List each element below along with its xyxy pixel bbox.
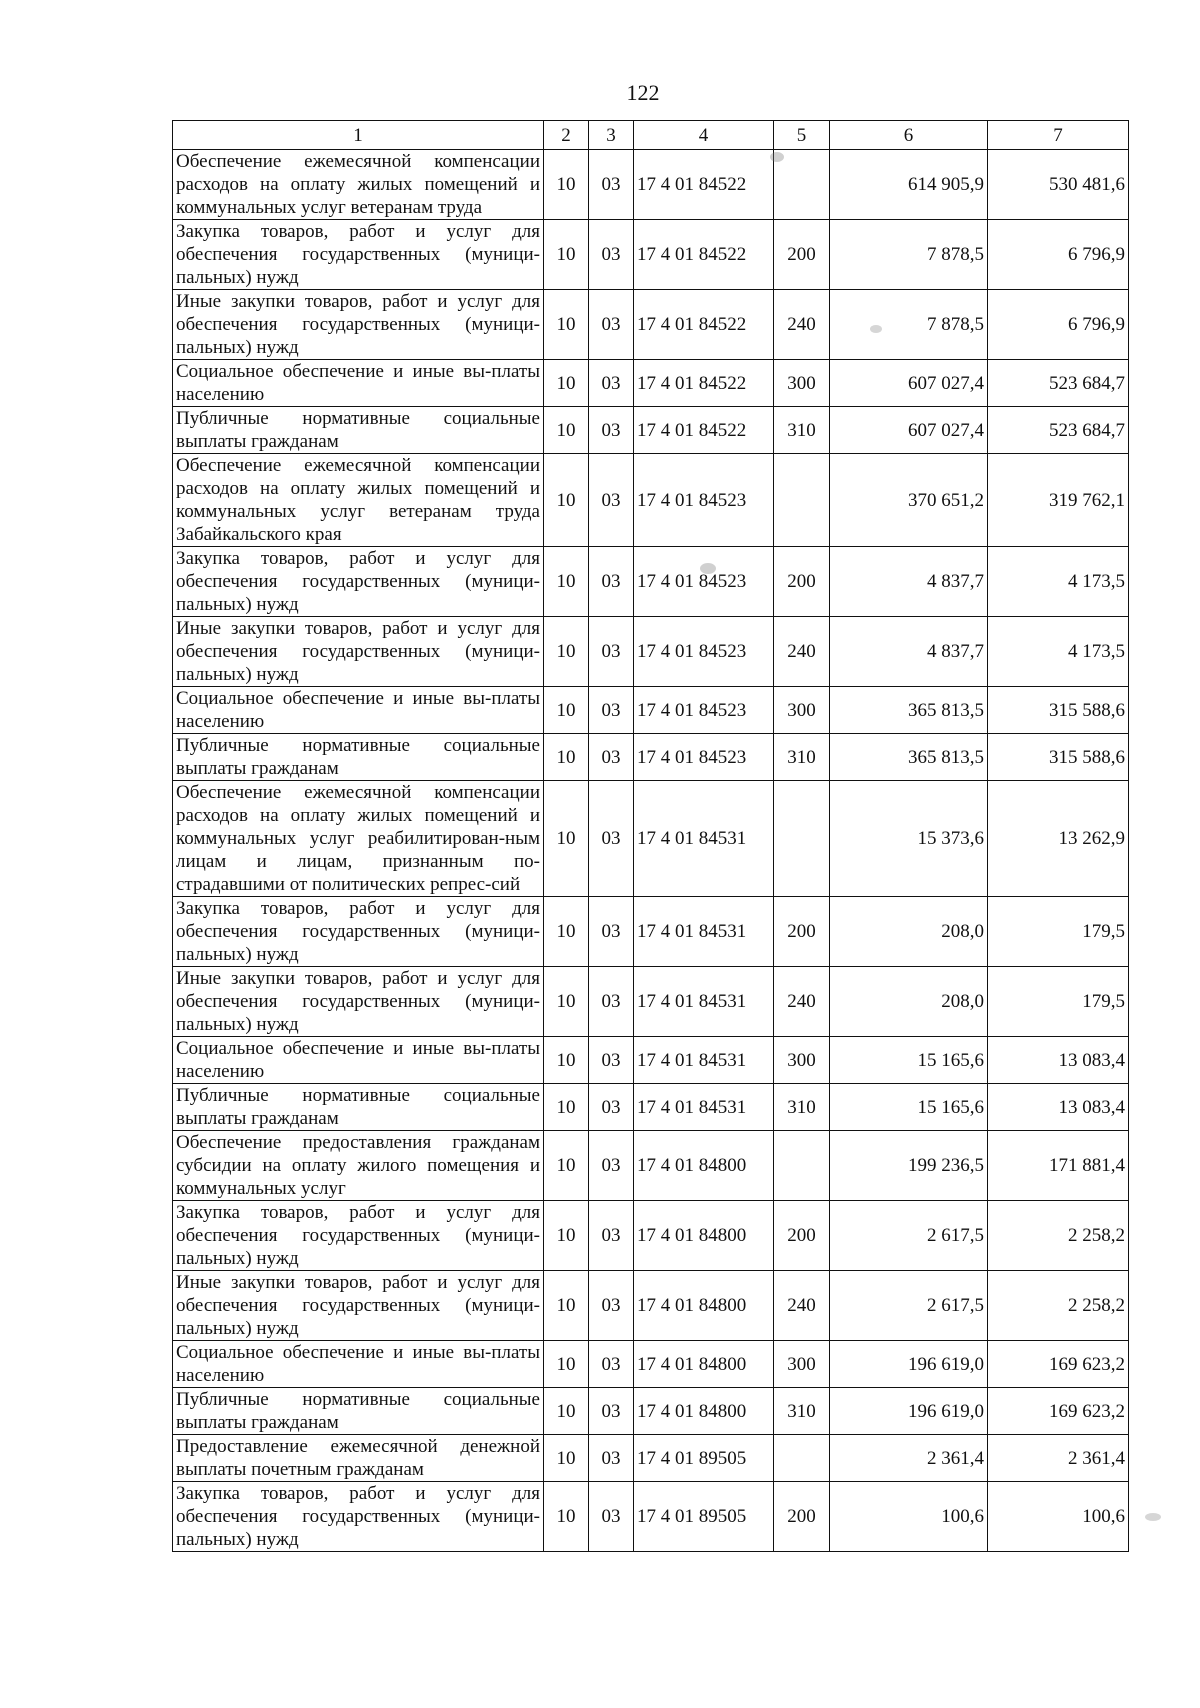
table-row — [173, 1435, 1129, 1482]
row-section: 10 — [544, 1201, 589, 1271]
row-name: Обеспечение предоставления гражданам субсидии на оплату жилого помещения и коммунальных услуг — [173, 1131, 544, 1201]
row-name: Обеспечение ежемесячной компенсации расходов на оплату жилых помещений и коммунальных услуг реабилитирован-ным лицам и лицам, признанным по-страдавшими от политических репрес-сий — [173, 781, 544, 897]
row-expense-type: 300 — [774, 360, 830, 407]
row-target-article: 17 4 01 84522 — [634, 150, 774, 220]
row-expense-type: 300 — [774, 1341, 830, 1388]
row-subsection: 03 — [589, 1131, 634, 1201]
row-expense-type — [774, 1131, 830, 1201]
row-amount-6: 7 878,5 — [830, 290, 988, 360]
row-amount-6: 365 813,5 — [830, 687, 988, 734]
row-target-article: 17 4 01 89505 — [634, 1435, 774, 1482]
row-target-article: 17 4 01 84800 — [634, 1388, 774, 1435]
row-subsection: 03 — [589, 687, 634, 734]
row-section: 10 — [544, 617, 589, 687]
row-amount-6: 2 361,4 — [830, 1435, 988, 1482]
row-subsection: 03 — [589, 150, 634, 220]
row-expense-type: 310 — [774, 1388, 830, 1435]
row-section: 10 — [544, 1271, 589, 1341]
row-amount-7: 13 262,9 — [988, 781, 1129, 897]
row-amount-6: 15 165,6 — [830, 1084, 988, 1131]
row-amount-7: 179,5 — [988, 897, 1129, 967]
table-row — [173, 734, 1129, 781]
row-name: Обеспечение ежемесячной компенсации расходов на оплату жилых помещений и коммунальных услуг ветеранам труда — [173, 150, 544, 220]
row-section: 10 — [544, 1037, 589, 1084]
row-section: 10 — [544, 897, 589, 967]
table-row — [173, 617, 1129, 687]
row-amount-7: 169 623,2 — [988, 1341, 1129, 1388]
row-target-article: 17 4 01 84800 — [634, 1131, 774, 1201]
row-subsection: 03 — [589, 897, 634, 967]
table-row — [173, 290, 1129, 360]
row-amount-7: 523 684,7 — [988, 407, 1129, 454]
row-amount-7: 2 361,4 — [988, 1435, 1129, 1482]
row-expense-type — [774, 1435, 830, 1482]
scan-speck — [870, 325, 882, 333]
row-amount-6: 607 027,4 — [830, 407, 988, 454]
row-amount-7: 315 588,6 — [988, 734, 1129, 781]
table-row — [173, 967, 1129, 1037]
row-section: 10 — [544, 454, 589, 547]
row-amount-6: 199 236,5 — [830, 1131, 988, 1201]
row-target-article: 17 4 01 84523 — [634, 687, 774, 734]
row-section: 10 — [544, 967, 589, 1037]
row-expense-type: 300 — [774, 1037, 830, 1084]
table-row — [173, 1084, 1129, 1131]
header-col-7: 7 — [988, 121, 1129, 150]
row-name: Публичные нормативные социальные выплаты гражданам — [173, 407, 544, 454]
row-amount-7: 2 258,2 — [988, 1271, 1129, 1341]
row-amount-6: 2 617,5 — [830, 1271, 988, 1341]
row-name: Социальное обеспечение и иные вы-платы населению — [173, 1341, 544, 1388]
table-row — [173, 1271, 1129, 1341]
row-section: 10 — [544, 290, 589, 360]
row-amount-6: 614 905,9 — [830, 150, 988, 220]
page-number: 122 — [626, 80, 660, 105]
row-amount-7: 319 762,1 — [988, 454, 1129, 547]
row-section: 10 — [544, 734, 589, 781]
row-subsection: 03 — [589, 1435, 634, 1482]
table-row — [173, 150, 1129, 220]
row-section: 10 — [544, 150, 589, 220]
table-row — [173, 1201, 1129, 1271]
row-subsection: 03 — [589, 781, 634, 897]
row-section: 10 — [544, 1341, 589, 1388]
row-amount-6: 4 837,7 — [830, 547, 988, 617]
header-col-3: 3 — [589, 121, 634, 150]
row-subsection: 03 — [589, 220, 634, 290]
row-target-article: 17 4 01 84531 — [634, 1084, 774, 1131]
header-col-1: 1 — [173, 121, 544, 150]
row-section: 10 — [544, 407, 589, 454]
row-expense-type: 200 — [774, 1482, 830, 1552]
table-row — [173, 1037, 1129, 1084]
table-row — [173, 1388, 1129, 1435]
row-subsection: 03 — [589, 547, 634, 617]
table-row — [173, 1131, 1129, 1201]
row-section: 10 — [544, 1388, 589, 1435]
row-section: 10 — [544, 1131, 589, 1201]
row-name: Социальное обеспечение и иные вы-платы населению — [173, 687, 544, 734]
row-expense-type: 200 — [774, 1201, 830, 1271]
row-amount-7: 2 258,2 — [988, 1201, 1129, 1271]
row-amount-6: 15 165,6 — [830, 1037, 988, 1084]
row-section: 10 — [544, 1482, 589, 1552]
row-amount-7: 523 684,7 — [988, 360, 1129, 407]
row-target-article: 17 4 01 84800 — [634, 1201, 774, 1271]
row-subsection: 03 — [589, 454, 634, 547]
row-name: Закупка товаров, работ и услуг для обеспечения государственных (муници-пальных) нужд — [173, 220, 544, 290]
row-target-article: 17 4 01 84531 — [634, 781, 774, 897]
row-amount-6: 196 619,0 — [830, 1388, 988, 1435]
budget-table — [172, 120, 1129, 1552]
table-row — [173, 360, 1129, 407]
row-amount-7: 4 173,5 — [988, 547, 1129, 617]
row-subsection: 03 — [589, 1341, 634, 1388]
header-col-5: 5 — [774, 121, 830, 150]
row-expense-type: 310 — [774, 1084, 830, 1131]
row-expense-type — [774, 781, 830, 897]
row-amount-7: 530 481,6 — [988, 150, 1129, 220]
row-expense-type: 200 — [774, 897, 830, 967]
row-amount-7: 169 623,2 — [988, 1388, 1129, 1435]
row-subsection: 03 — [589, 1084, 634, 1131]
row-target-article: 17 4 01 84522 — [634, 220, 774, 290]
table-row — [173, 1341, 1129, 1388]
row-subsection: 03 — [589, 1037, 634, 1084]
row-amount-7: 315 588,6 — [988, 687, 1129, 734]
scan-speck — [700, 563, 716, 574]
table-row — [173, 781, 1129, 897]
table-row — [173, 897, 1129, 967]
row-section: 10 — [544, 1084, 589, 1131]
row-target-article: 17 4 01 84800 — [634, 1271, 774, 1341]
row-target-article: 17 4 01 84522 — [634, 407, 774, 454]
row-target-article: 17 4 01 84522 — [634, 290, 774, 360]
row-subsection: 03 — [589, 290, 634, 360]
row-expense-type: 240 — [774, 967, 830, 1037]
row-subsection: 03 — [589, 967, 634, 1037]
row-section: 10 — [544, 1435, 589, 1482]
row-amount-6: 208,0 — [830, 967, 988, 1037]
row-target-article: 17 4 01 84523 — [634, 547, 774, 617]
scan-speck — [1145, 1513, 1161, 1521]
table-row — [173, 1482, 1129, 1552]
table-row — [173, 687, 1129, 734]
row-subsection: 03 — [589, 1388, 634, 1435]
row-expense-type: 240 — [774, 290, 830, 360]
row-amount-7: 100,6 — [988, 1482, 1129, 1552]
row-expense-type: 200 — [774, 547, 830, 617]
row-expense-type: 310 — [774, 407, 830, 454]
row-name: Закупка товаров, работ и услуг для обеспечения государственных (муници-пальных) нужд — [173, 897, 544, 967]
row-section: 10 — [544, 360, 589, 407]
row-name: Закупка товаров, работ и услуг для обеспечения государственных (муници-пальных) нужд — [173, 1201, 544, 1271]
row-expense-type: 240 — [774, 617, 830, 687]
row-amount-6: 208,0 — [830, 897, 988, 967]
row-amount-7: 171 881,4 — [988, 1131, 1129, 1201]
row-name: Обеспечение ежемесячной компенсации расходов на оплату жилых помещений и коммунальных услуг ветеранам труда Забайкальского края — [173, 454, 544, 547]
row-expense-type: 240 — [774, 1271, 830, 1341]
row-amount-6: 370 651,2 — [830, 454, 988, 547]
row-name: Закупка товаров, работ и услуг для обеспечения государственных (муници-пальных) нужд — [173, 547, 544, 617]
row-amount-6: 607 027,4 — [830, 360, 988, 407]
row-amount-7: 179,5 — [988, 967, 1129, 1037]
row-target-article: 17 4 01 84531 — [634, 1037, 774, 1084]
table-row — [173, 220, 1129, 290]
row-section: 10 — [544, 781, 589, 897]
row-name: Иные закупки товаров, работ и услуг для обеспечения государственных (муници-пальных) нужд — [173, 1271, 544, 1341]
row-name: Закупка товаров, работ и услуг для обеспечения государственных (муници-пальных) нужд — [173, 1482, 544, 1552]
row-name: Социальное обеспечение и иные вы-платы населению — [173, 1037, 544, 1084]
row-target-article: 17 4 01 84531 — [634, 967, 774, 1037]
row-target-article: 17 4 01 84531 — [634, 897, 774, 967]
row-target-article: 17 4 01 84522 — [634, 360, 774, 407]
table-body — [173, 150, 1129, 1552]
row-subsection: 03 — [589, 734, 634, 781]
row-amount-7: 13 083,4 — [988, 1037, 1129, 1084]
row-name: Публичные нормативные социальные выплаты гражданам — [173, 734, 544, 781]
table-row — [173, 454, 1129, 547]
row-expense-type — [774, 454, 830, 547]
row-name: Публичные нормативные социальные выплаты гражданам — [173, 1084, 544, 1131]
row-amount-7: 6 796,9 — [988, 290, 1129, 360]
table-header-row — [173, 121, 1129, 150]
row-amount-7: 4 173,5 — [988, 617, 1129, 687]
row-target-article: 17 4 01 84523 — [634, 617, 774, 687]
row-expense-type: 200 — [774, 220, 830, 290]
header-col-6: 6 — [830, 121, 988, 150]
row-expense-type: 310 — [774, 734, 830, 781]
row-amount-6: 2 617,5 — [830, 1201, 988, 1271]
row-target-article: 17 4 01 89505 — [634, 1482, 774, 1552]
row-subsection: 03 — [589, 1201, 634, 1271]
table-row — [173, 547, 1129, 617]
row-subsection: 03 — [589, 1482, 634, 1552]
header-col-4: 4 — [634, 121, 774, 150]
row-amount-6: 7 878,5 — [830, 220, 988, 290]
row-amount-6: 196 619,0 — [830, 1341, 988, 1388]
row-target-article: 17 4 01 84800 — [634, 1341, 774, 1388]
row-amount-6: 365 813,5 — [830, 734, 988, 781]
row-subsection: 03 — [589, 360, 634, 407]
row-expense-type: 300 — [774, 687, 830, 734]
row-name: Социальное обеспечение и иные вы-платы населению — [173, 360, 544, 407]
row-name: Публичные нормативные социальные выплаты гражданам — [173, 1388, 544, 1435]
row-section: 10 — [544, 220, 589, 290]
row-name: Иные закупки товаров, работ и услуг для обеспечения государственных (муници-пальных) нужд — [173, 290, 544, 360]
row-name: Предоставление ежемесячной денежной выплаты почетным гражданам — [173, 1435, 544, 1482]
row-amount-7: 13 083,4 — [988, 1084, 1129, 1131]
row-target-article: 17 4 01 84523 — [634, 454, 774, 547]
row-subsection: 03 — [589, 617, 634, 687]
row-amount-6: 15 373,6 — [830, 781, 988, 897]
row-subsection: 03 — [589, 407, 634, 454]
scan-speck — [770, 152, 784, 162]
row-section: 10 — [544, 547, 589, 617]
header-col-2: 2 — [544, 121, 589, 150]
row-name: Иные закупки товаров, работ и услуг для обеспечения государственных (муници-пальных) нужд — [173, 617, 544, 687]
row-amount-7: 6 796,9 — [988, 220, 1129, 290]
row-section: 10 — [544, 687, 589, 734]
table-row — [173, 407, 1129, 454]
row-subsection: 03 — [589, 1271, 634, 1341]
row-amount-6: 100,6 — [830, 1482, 988, 1552]
row-name: Иные закупки товаров, работ и услуг для обеспечения государственных (муници-пальных) нужд — [173, 967, 544, 1037]
row-amount-6: 4 837,7 — [830, 617, 988, 687]
row-target-article: 17 4 01 84523 — [634, 734, 774, 781]
